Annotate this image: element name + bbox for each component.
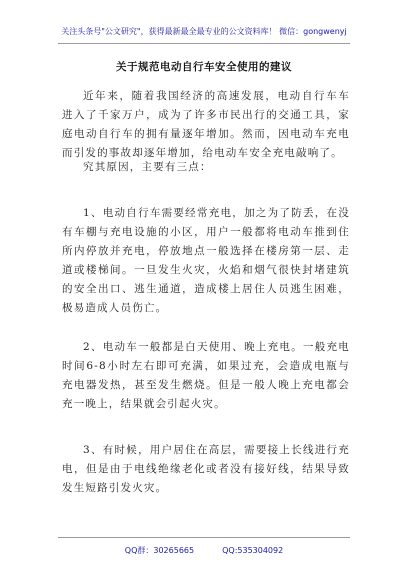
paragraph-reason-1: 1、电动自行车需要经常充电，加之为了防丢，在没有车棚与充电设施的小区，用户一般都将电动车推到住所内停放并充电，停放地点一般选择在楼房第一层、走道或楼梯间。一旦发生火灾，火焰和烟气很快封堵建筑的安全出口、逃生通道，造成楼上居住人员逃生困难，极易造成人员伤亡。 bbox=[62, 207, 350, 314]
paragraph-reason-3: 3、有时候，用户居住在高层，需要接上长线进行充电，但是由于电线绝缘老化或者没有接好线，结果导致发生短路引发火灾。 bbox=[62, 444, 350, 494]
header-banner: 关注头条号"公文研究"，获得最新最全最专业的公文资料库！ 微信：gongwenyj bbox=[61, 27, 347, 36]
footer-divider bbox=[58, 537, 350, 538]
paragraph-reasons-lead: 究其原因，主要有三点： bbox=[83, 161, 212, 173]
paragraph-reason-2: 2、电动车一般都是白天使用、晚上充电。一般充电时间6-8小时左右即可充满，如果过充，会造成电瓶与充电器发热，甚至发生燃烧。但是一般人晚上充电都会充一晚上，结果就会引起火灾。 bbox=[62, 341, 350, 410]
document-title: 关于规范电动自行车安全使用的建议 bbox=[116, 61, 292, 73]
paragraph-intro: 近年来，随着我国经济的高速发展，电动自行车车进入了千家万户，成为了许多市民出行的交通工具，家庭电动自行车的拥有量逐年增加。然而，因电动车充电而引发的事故却逐年增加，给电动车安全充电敲响了。 bbox=[62, 90, 350, 159]
footer-contact bbox=[0, 545, 408, 556]
footer-qq: QQ:535304092 bbox=[222, 546, 284, 555]
header-divider bbox=[58, 43, 350, 44]
footer-qq-group: QQ群：30265665 bbox=[124, 546, 195, 555]
